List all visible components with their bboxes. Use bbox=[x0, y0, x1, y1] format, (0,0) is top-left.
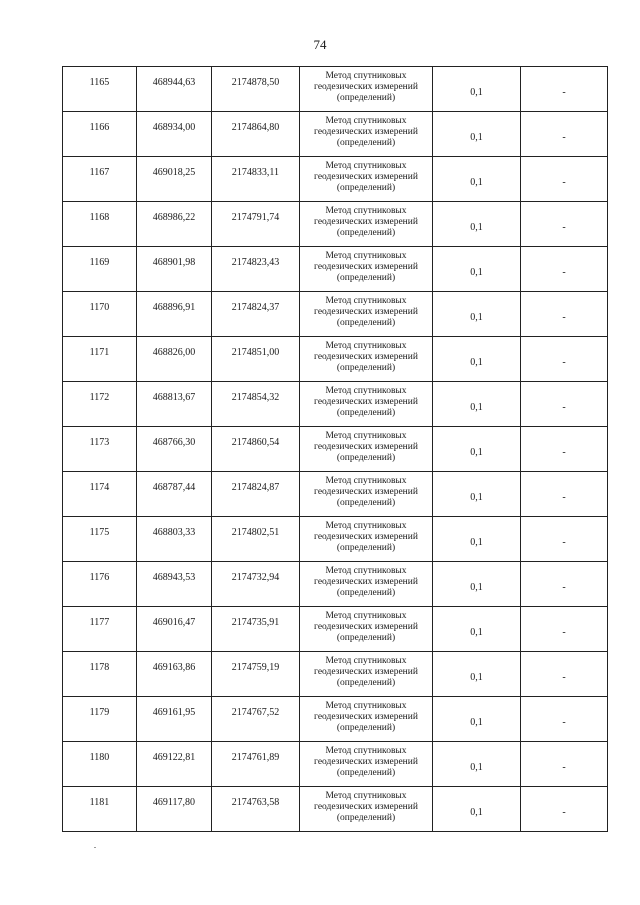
point-number: 1177 bbox=[89, 617, 110, 628]
note-cell bbox=[521, 67, 608, 112]
method-text bbox=[300, 337, 432, 374]
method-line: геодезических измерений bbox=[314, 487, 418, 497]
method-text bbox=[300, 742, 432, 779]
point-number: 1173 bbox=[89, 437, 110, 448]
accuracy: 0,1 bbox=[470, 447, 483, 458]
method-text bbox=[300, 787, 432, 824]
method-cell bbox=[300, 517, 433, 562]
coordinate-y: 2174824,37 bbox=[231, 302, 280, 313]
coordinate-x: 468934,00 bbox=[152, 122, 196, 133]
point-number-cell bbox=[63, 517, 137, 562]
accuracy-cell bbox=[433, 202, 521, 247]
coordinate-y: 2174767,52 bbox=[231, 707, 280, 718]
coordinate-y: 2174802,51 bbox=[231, 527, 280, 538]
note-cell bbox=[521, 607, 608, 652]
accuracy: 0,1 bbox=[470, 627, 483, 638]
accuracy-cell bbox=[433, 607, 521, 652]
method-text bbox=[300, 112, 432, 149]
coordinate-y: 2174763,58 bbox=[231, 797, 280, 808]
table-row bbox=[63, 742, 608, 787]
method-text bbox=[300, 427, 432, 464]
point-number: 1172 bbox=[89, 392, 110, 403]
coordinate-y-cell bbox=[212, 292, 300, 337]
coordinate-x-cell bbox=[137, 382, 212, 427]
method-text bbox=[300, 607, 432, 644]
method-line: геодезических измерений bbox=[314, 262, 418, 272]
coordinate-y-cell bbox=[212, 337, 300, 382]
point-number: 1174 bbox=[89, 482, 110, 493]
coordinate-x: 468901,98 bbox=[152, 257, 196, 268]
accuracy-cell bbox=[433, 652, 521, 697]
coordinate-x: 469122,81 bbox=[152, 752, 196, 763]
note: - bbox=[562, 717, 566, 728]
method-line: (определений) bbox=[336, 318, 396, 328]
coordinate-y: 2174732,94 bbox=[231, 572, 280, 583]
table-row bbox=[63, 292, 608, 337]
note: - bbox=[562, 267, 566, 278]
method-text bbox=[300, 157, 432, 194]
point-number-cell bbox=[63, 697, 137, 742]
note-cell bbox=[521, 157, 608, 202]
coordinate-y: 2174824,87 bbox=[231, 482, 280, 493]
table-row bbox=[63, 427, 608, 472]
coordinate-y: 2174791,74 bbox=[231, 212, 280, 223]
accuracy-cell bbox=[433, 112, 521, 157]
note: - bbox=[562, 87, 566, 98]
coordinate-x: 469163,86 bbox=[152, 662, 196, 673]
note-cell bbox=[521, 742, 608, 787]
method-cell bbox=[300, 67, 433, 112]
method-cell bbox=[300, 742, 433, 787]
point-number-cell bbox=[63, 787, 137, 832]
accuracy: 0,1 bbox=[470, 492, 483, 503]
method-line: (определений) bbox=[336, 498, 396, 508]
coordinate-x: 468813,67 bbox=[152, 392, 196, 403]
method-cell bbox=[300, 247, 433, 292]
method-cell bbox=[300, 112, 433, 157]
table-row bbox=[63, 607, 608, 652]
method-line: (определений) bbox=[336, 363, 396, 373]
scan-mark bbox=[94, 847, 96, 848]
coordinate-y: 2174860,54 bbox=[231, 437, 280, 448]
coordinate-x: 468826,00 bbox=[152, 347, 196, 358]
method-line: (определений) bbox=[336, 453, 396, 463]
table-row bbox=[63, 697, 608, 742]
point-number: 1167 bbox=[89, 167, 110, 178]
point-number: 1165 bbox=[89, 77, 110, 88]
coordinate-x-cell bbox=[137, 472, 212, 517]
coordinate-x-cell bbox=[137, 787, 212, 832]
point-number-cell bbox=[63, 112, 137, 157]
coordinate-y-cell bbox=[212, 427, 300, 472]
point-number-cell bbox=[63, 742, 137, 787]
method-line: геодезических измерений bbox=[314, 397, 418, 407]
method-line: (определений) bbox=[336, 633, 396, 643]
coordinate-y: 2174878,50 bbox=[231, 77, 280, 88]
point-number-cell bbox=[63, 157, 137, 202]
coordinate-y-cell bbox=[212, 247, 300, 292]
coordinate-y: 2174761,89 bbox=[231, 752, 280, 763]
method-text bbox=[300, 67, 432, 104]
point-number-cell bbox=[63, 382, 137, 427]
method-line: геодезических измерений bbox=[314, 307, 418, 317]
table-row bbox=[63, 202, 608, 247]
method-line: Метод спутниковых bbox=[325, 251, 407, 261]
coordinate-x: 468787,44 bbox=[152, 482, 196, 493]
method-cell bbox=[300, 787, 433, 832]
accuracy-cell bbox=[433, 697, 521, 742]
coordinate-x-cell bbox=[137, 697, 212, 742]
point-number: 1175 bbox=[89, 527, 110, 538]
method-line: Метод спутниковых bbox=[325, 341, 407, 351]
method-line: (определений) bbox=[336, 93, 396, 103]
method-cell bbox=[300, 562, 433, 607]
table-row bbox=[63, 787, 608, 832]
method-line: (определений) bbox=[336, 183, 396, 193]
method-line: геодезических измерений bbox=[314, 667, 418, 677]
coordinate-x: 468896,91 bbox=[152, 302, 196, 313]
point-number-cell bbox=[63, 427, 137, 472]
coordinate-y: 2174833,11 bbox=[231, 167, 280, 178]
method-line: Метод спутниковых bbox=[325, 206, 407, 216]
table-body bbox=[63, 67, 608, 832]
coordinate-x-cell bbox=[137, 67, 212, 112]
method-line: геодезических измерений bbox=[314, 802, 418, 812]
note: - bbox=[562, 177, 566, 188]
note-cell bbox=[521, 697, 608, 742]
method-text bbox=[300, 562, 432, 599]
coordinate-x: 468803,33 bbox=[152, 527, 196, 538]
coordinate-y-cell bbox=[212, 652, 300, 697]
table-row bbox=[63, 382, 608, 427]
method-text bbox=[300, 382, 432, 419]
method-cell bbox=[300, 697, 433, 742]
coordinate-x-cell bbox=[137, 157, 212, 202]
note-cell bbox=[521, 562, 608, 607]
note: - bbox=[562, 357, 566, 368]
method-line: Метод спутниковых bbox=[325, 116, 407, 126]
table-row bbox=[63, 112, 608, 157]
accuracy-cell bbox=[433, 787, 521, 832]
note: - bbox=[562, 492, 566, 503]
point-number-cell bbox=[63, 607, 137, 652]
method-cell bbox=[300, 607, 433, 652]
coordinate-y-cell bbox=[212, 202, 300, 247]
accuracy-cell bbox=[433, 427, 521, 472]
method-cell bbox=[300, 202, 433, 247]
coordinate-y-cell bbox=[212, 67, 300, 112]
coordinate-x: 468944,63 bbox=[152, 77, 196, 88]
method-line: геодезических измерений bbox=[314, 712, 418, 722]
accuracy: 0,1 bbox=[470, 222, 483, 233]
method-line: Метод спутниковых bbox=[325, 566, 407, 576]
note: - bbox=[562, 312, 566, 323]
coordinate-x-cell bbox=[137, 337, 212, 382]
note: - bbox=[562, 627, 566, 638]
method-text bbox=[300, 292, 432, 329]
method-line: (определений) bbox=[336, 543, 396, 553]
accuracy-cell bbox=[433, 337, 521, 382]
coordinate-x-cell bbox=[137, 742, 212, 787]
point-number-cell bbox=[63, 472, 137, 517]
accuracy: 0,1 bbox=[470, 402, 483, 413]
point-number: 1168 bbox=[89, 212, 110, 223]
method-line: геодезических измерений bbox=[314, 577, 418, 587]
note-cell bbox=[521, 517, 608, 562]
coordinate-x: 468943,53 bbox=[152, 572, 196, 583]
note-cell bbox=[521, 427, 608, 472]
table-row bbox=[63, 67, 608, 112]
coordinate-y: 2174823,43 bbox=[231, 257, 280, 268]
coordinate-x-cell bbox=[137, 202, 212, 247]
note-cell bbox=[521, 382, 608, 427]
note-cell bbox=[521, 652, 608, 697]
coordinate-y-cell bbox=[212, 562, 300, 607]
accuracy: 0,1 bbox=[470, 807, 483, 818]
accuracy: 0,1 bbox=[470, 132, 483, 143]
method-cell bbox=[300, 157, 433, 202]
note-cell bbox=[521, 337, 608, 382]
method-line: Метод спутниковых bbox=[325, 476, 407, 486]
accuracy-cell bbox=[433, 472, 521, 517]
method-line: геодезических измерений bbox=[314, 127, 418, 137]
point-number-cell bbox=[63, 202, 137, 247]
note: - bbox=[562, 222, 566, 233]
method-line: Метод спутниковых bbox=[325, 746, 407, 756]
coordinate-x: 469161,95 bbox=[152, 707, 196, 718]
method-line: (определений) bbox=[336, 723, 396, 733]
coordinate-y-cell bbox=[212, 607, 300, 652]
coordinate-x-cell bbox=[137, 292, 212, 337]
method-line: геодезических измерений bbox=[314, 442, 418, 452]
method-cell bbox=[300, 337, 433, 382]
note-cell bbox=[521, 787, 608, 832]
point-number-cell bbox=[63, 337, 137, 382]
method-line: (определений) bbox=[336, 228, 396, 238]
point-number-cell bbox=[63, 247, 137, 292]
method-line: (определений) bbox=[336, 768, 396, 778]
accuracy-cell bbox=[433, 742, 521, 787]
coordinate-y-cell bbox=[212, 742, 300, 787]
method-line: (определений) bbox=[336, 813, 396, 823]
method-text bbox=[300, 247, 432, 284]
coordinates-table bbox=[62, 66, 608, 832]
method-line: Метод спутниковых bbox=[325, 161, 407, 171]
coordinate-y-cell bbox=[212, 517, 300, 562]
accuracy-cell bbox=[433, 247, 521, 292]
accuracy: 0,1 bbox=[470, 177, 483, 188]
accuracy-cell bbox=[433, 157, 521, 202]
note-cell bbox=[521, 247, 608, 292]
note-cell bbox=[521, 112, 608, 157]
accuracy-cell bbox=[433, 517, 521, 562]
note-cell bbox=[521, 292, 608, 337]
coordinate-x-cell bbox=[137, 427, 212, 472]
method-line: Метод спутниковых bbox=[325, 656, 407, 666]
point-number: 1170 bbox=[89, 302, 110, 313]
coordinate-y-cell bbox=[212, 157, 300, 202]
coordinate-x: 468766,30 bbox=[152, 437, 196, 448]
point-number: 1180 bbox=[89, 752, 110, 763]
accuracy: 0,1 bbox=[470, 582, 483, 593]
method-line: (определений) bbox=[336, 678, 396, 688]
method-cell bbox=[300, 382, 433, 427]
point-number-cell bbox=[63, 292, 137, 337]
point-number: 1171 bbox=[89, 347, 110, 358]
note-cell bbox=[521, 472, 608, 517]
table-row bbox=[63, 157, 608, 202]
accuracy: 0,1 bbox=[470, 267, 483, 278]
method-cell bbox=[300, 652, 433, 697]
method-line: геодезических измерений bbox=[314, 352, 418, 362]
method-text bbox=[300, 652, 432, 689]
accuracy-cell bbox=[433, 562, 521, 607]
note: - bbox=[562, 762, 566, 773]
coordinate-x-cell bbox=[137, 517, 212, 562]
point-number: 1169 bbox=[89, 257, 110, 268]
note: - bbox=[562, 132, 566, 143]
method-cell bbox=[300, 472, 433, 517]
method-line: Метод спутниковых bbox=[325, 431, 407, 441]
accuracy: 0,1 bbox=[470, 312, 483, 323]
method-line: геодезических измерений bbox=[314, 82, 418, 92]
coordinate-x: 469016,47 bbox=[152, 617, 196, 628]
coordinate-y: 2174851,00 bbox=[231, 347, 280, 358]
coordinate-x: 469117,80 bbox=[152, 797, 196, 808]
accuracy: 0,1 bbox=[470, 537, 483, 548]
coordinate-x: 468986,22 bbox=[152, 212, 196, 223]
accuracy: 0,1 bbox=[470, 762, 483, 773]
accuracy-cell bbox=[433, 382, 521, 427]
method-line: Метод спутниковых bbox=[325, 386, 407, 396]
method-cell bbox=[300, 427, 433, 472]
table-row bbox=[63, 337, 608, 382]
accuracy: 0,1 bbox=[470, 717, 483, 728]
method-line: Метод спутниковых bbox=[325, 611, 407, 621]
point-number: 1178 bbox=[89, 662, 110, 673]
method-text bbox=[300, 697, 432, 734]
accuracy: 0,1 bbox=[470, 672, 483, 683]
method-line: (определений) bbox=[336, 408, 396, 418]
coordinate-x: 469018,25 bbox=[152, 167, 196, 178]
table-row bbox=[63, 652, 608, 697]
coordinate-y-cell bbox=[212, 112, 300, 157]
table-row bbox=[63, 517, 608, 562]
method-line: Метод спутниковых bbox=[325, 701, 407, 711]
coordinate-x-cell bbox=[137, 652, 212, 697]
point-number: 1179 bbox=[89, 707, 110, 718]
note: - bbox=[562, 672, 566, 683]
accuracy: 0,1 bbox=[470, 357, 483, 368]
point-number: 1176 bbox=[89, 572, 110, 583]
coordinate-y-cell bbox=[212, 382, 300, 427]
point-number: 1166 bbox=[89, 122, 110, 133]
coordinate-y: 2174864,80 bbox=[231, 122, 280, 133]
method-line: Метод спутниковых bbox=[325, 791, 407, 801]
method-text bbox=[300, 202, 432, 239]
coordinate-y: 2174854,32 bbox=[231, 392, 280, 403]
method-line: (определений) bbox=[336, 138, 396, 148]
table-row bbox=[63, 472, 608, 517]
method-text bbox=[300, 472, 432, 509]
method-line: геодезических измерений bbox=[314, 172, 418, 182]
note: - bbox=[562, 807, 566, 818]
method-text bbox=[300, 517, 432, 554]
point-number-cell bbox=[63, 562, 137, 607]
coordinate-y-cell bbox=[212, 697, 300, 742]
coordinate-y: 2174759,19 bbox=[231, 662, 280, 673]
note: - bbox=[562, 402, 566, 413]
point-number: 1181 bbox=[89, 797, 110, 808]
method-line: (определений) bbox=[336, 588, 396, 598]
method-line: Метод спутниковых bbox=[325, 521, 407, 531]
point-number-cell bbox=[63, 652, 137, 697]
table-row bbox=[63, 562, 608, 607]
coordinate-y: 2174735,91 bbox=[231, 617, 280, 628]
method-line: (определений) bbox=[336, 273, 396, 283]
note: - bbox=[562, 447, 566, 458]
coordinate-y-cell bbox=[212, 787, 300, 832]
method-line: геодезических измерений bbox=[314, 532, 418, 542]
method-line: геодезических измерений bbox=[314, 757, 418, 767]
method-line: геодезических измерений bbox=[314, 622, 418, 632]
method-line: Метод спутниковых bbox=[325, 296, 407, 306]
coordinate-x-cell bbox=[137, 247, 212, 292]
accuracy-cell bbox=[433, 67, 521, 112]
note: - bbox=[562, 537, 566, 548]
method-line: Метод спутниковых bbox=[325, 71, 407, 81]
method-cell bbox=[300, 292, 433, 337]
coordinate-y-cell bbox=[212, 472, 300, 517]
accuracy-cell bbox=[433, 292, 521, 337]
coordinate-x-cell bbox=[137, 562, 212, 607]
coordinate-x-cell bbox=[137, 112, 212, 157]
page-number: 74 bbox=[313, 37, 327, 52]
method-line: геодезических измерений bbox=[314, 217, 418, 227]
coordinate-x-cell bbox=[137, 607, 212, 652]
accuracy: 0,1 bbox=[470, 87, 483, 98]
note-cell bbox=[521, 202, 608, 247]
table-row bbox=[63, 247, 608, 292]
point-number-cell bbox=[63, 67, 137, 112]
note: - bbox=[562, 582, 566, 593]
